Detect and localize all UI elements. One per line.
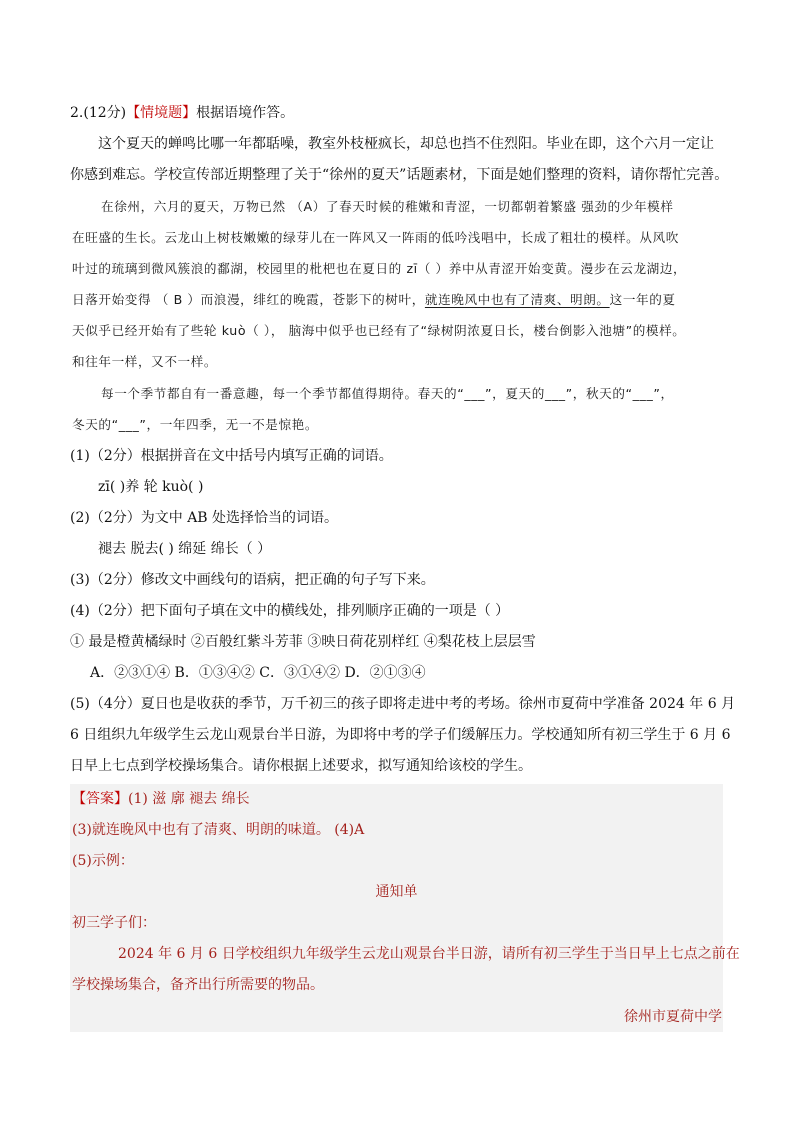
passage-line-2: 在旺盛的生长。云龙山上树枝嫩嫩的绿芽儿在一阵风又一阵雨的低吟浅唱中，长成了粗壮的模样。从风吹 [72,230,679,245]
intro-line-1: 这个夏天的蝉鸣比哪一年都聒噪，教室外枝桠疯长，却总也挡不住烈阳。毕业在即，这个六月一定让 [98,136,714,152]
underlined-sentence: 就连晚风中也有了清爽、明朗。 [424,292,610,307]
answer-line-3: (3)就连晚风中也有了清爽、明朗的味道。 (4)A [72,822,365,838]
passage-line-4 [72,290,676,310]
notice-title: 通知单 [375,884,418,900]
answer-1: (1) 滋 廓 褪去 绵长 [128,791,250,807]
notice-body-line-1: 2024 年 6 月 6 日学校组织九年级学生云龙山观景台半日游，请所有初三学生于当日早上七点之前在 [118,946,740,962]
subquestion-1-blanks: zī( )养 轮 kuò( ) [98,479,204,495]
subquestion-4-choices: A．②③①④ B．①③④② C．③①④② D．②①③④ [90,665,426,681]
question-instruction: 根据语境作答。 [196,105,295,121]
passage-line-3: 叶过的琉璃到微风簇浪的鄱湖，校园里的枇杷也在夏日的 zī（ ）养中从青涩开始变黄。漫步在云龙湖边， [72,261,687,276]
question-header [70,103,294,123]
subquestion-2: (2)（2分）为文中 AB 处选择恰当的词语。 [70,510,339,526]
passage-line-1: 在徐州，六月的夏天，万物已然 （A）了春天时候的稚嫩和青涩，一切都朝着繁盛 强劲的少年模样 [101,199,674,214]
subquestion-5-line-1: (5)（4分）夏日也是收获的季节，万千初三的孩子即将走进中考的考场。徐州市夏荷中学准备 2024 年 6 月 [70,696,736,712]
question-number: 2. [70,105,84,121]
subquestion-4-items: ① 最是橙黄橘绿时 ②百般红紫斗芳菲 ③映日荷花别样红 ④梨花枝上层层雪 [70,634,536,650]
passage-line-4-a: 日落开始变得 （ B ）而浪漫，绯红的晚霞，苍影下的树叶， [72,292,425,307]
notice-signature: 徐州市夏荷中学 [624,1009,722,1025]
answer-line-5: (5)示例： [72,853,134,869]
passage-line-7: 每一个季节都自有一番意趣，每一个季节都值得期待。春天的“___”，夏天的___”，秋天的“___”， [101,386,674,401]
notice-greeting: 初三学子们： [72,915,156,931]
intro-line-2: 你感到难忘。学校宣传部近期整理了关于“徐州的夏天”话题素材，下面是她们整理的资料，请你帮忙完善。 [70,167,729,183]
passage-line-8: 冬天的“___”，一年四季，无一不是惊艳。 [72,417,319,432]
answer-label: 【答案】 [72,791,128,807]
subquestion-1: (1)（2分）根据拼音在文中括号内填写正确的词语。 [70,448,393,464]
subquestion-5-line-3: 日早上七点到学校操场集合。请你根据上述要求，拟写通知给该校的学生。 [70,758,532,774]
notice-body-line-2: 学校操场集合，备齐出行所需要的物品。 [72,977,324,993]
passage-line-5: 天似乎已经开始有了些轮 kuò（ ）， 脑海中似乎也已经有了“绿树阴浓夏日长，楼台倒影入池塘”的模样。 [72,323,686,338]
subquestion-4: (4)（2分）把下面句子填在文中的横线处，排列顺序正确的一项是（ ） [70,603,510,619]
question-score: (12分) [83,105,127,121]
subquestion-2-options: 褪去 脱去( ) 绵延 绵长（ ） [98,541,272,557]
question-tag: 【情境题】 [126,105,197,121]
answer-line-1 [72,789,250,809]
subquestion-3: (3)（2分）修改文中画线句的语病，把正确的句子写下来。 [70,572,435,588]
subquestion-5-line-2: 6 日组织九年级学生云龙山观景台半日游，为即将中考的学子们缓解压力。学校通知所有初三学生于 6 月 6 [70,727,731,743]
passage-line-4-c: 这一年的夏 [609,292,676,307]
passage-line-6: 和往年一样，又不一样。 [72,354,218,369]
